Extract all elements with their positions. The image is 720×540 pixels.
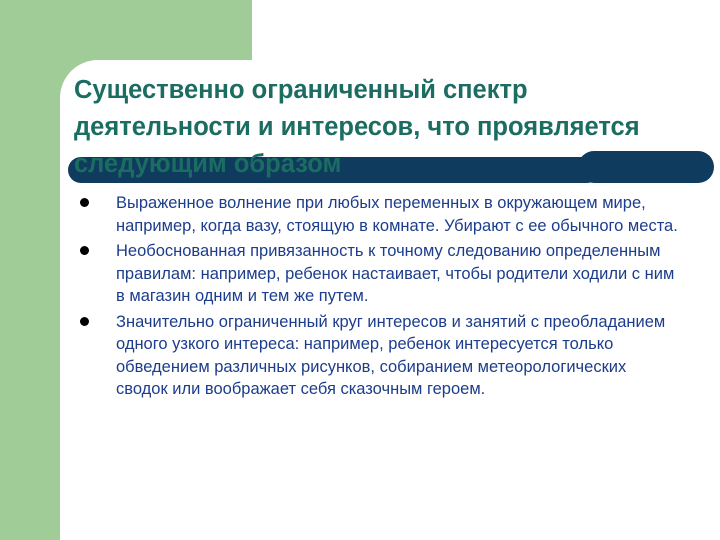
- list-item: [80, 192, 680, 237]
- bullet-text: Значительно ограниченный круг интересов и занятий с преобладанием одного узкого интереса: например, ребенок интересуется только обведением различных рисунков, собиранием метеорологических сводок или воображает себя сказочным героем.: [116, 312, 666, 398]
- bullet-icon: [80, 198, 89, 207]
- bullet-icon: [80, 246, 89, 255]
- bullet-text: Необоснованная привязанность к точному следованию определенным правилам: например, ребенок настаивает, чтобы родители ходили с ним в магазин одним и тем же путем.: [116, 242, 675, 305]
- bullet-list: [80, 192, 680, 404]
- bullet-text: Выраженное волнение при любых переменных в окружающем мире, например, когда вазу, стоящую в комнате. Убирают с ее обычного места.: [116, 194, 678, 235]
- list-item: [80, 240, 680, 308]
- list-item: [80, 311, 680, 401]
- slide-title: Существенно ограниченный спектр деятельности и интересов, что проявляется следующим образом: [74, 76, 640, 178]
- bullet-icon: [80, 317, 89, 326]
